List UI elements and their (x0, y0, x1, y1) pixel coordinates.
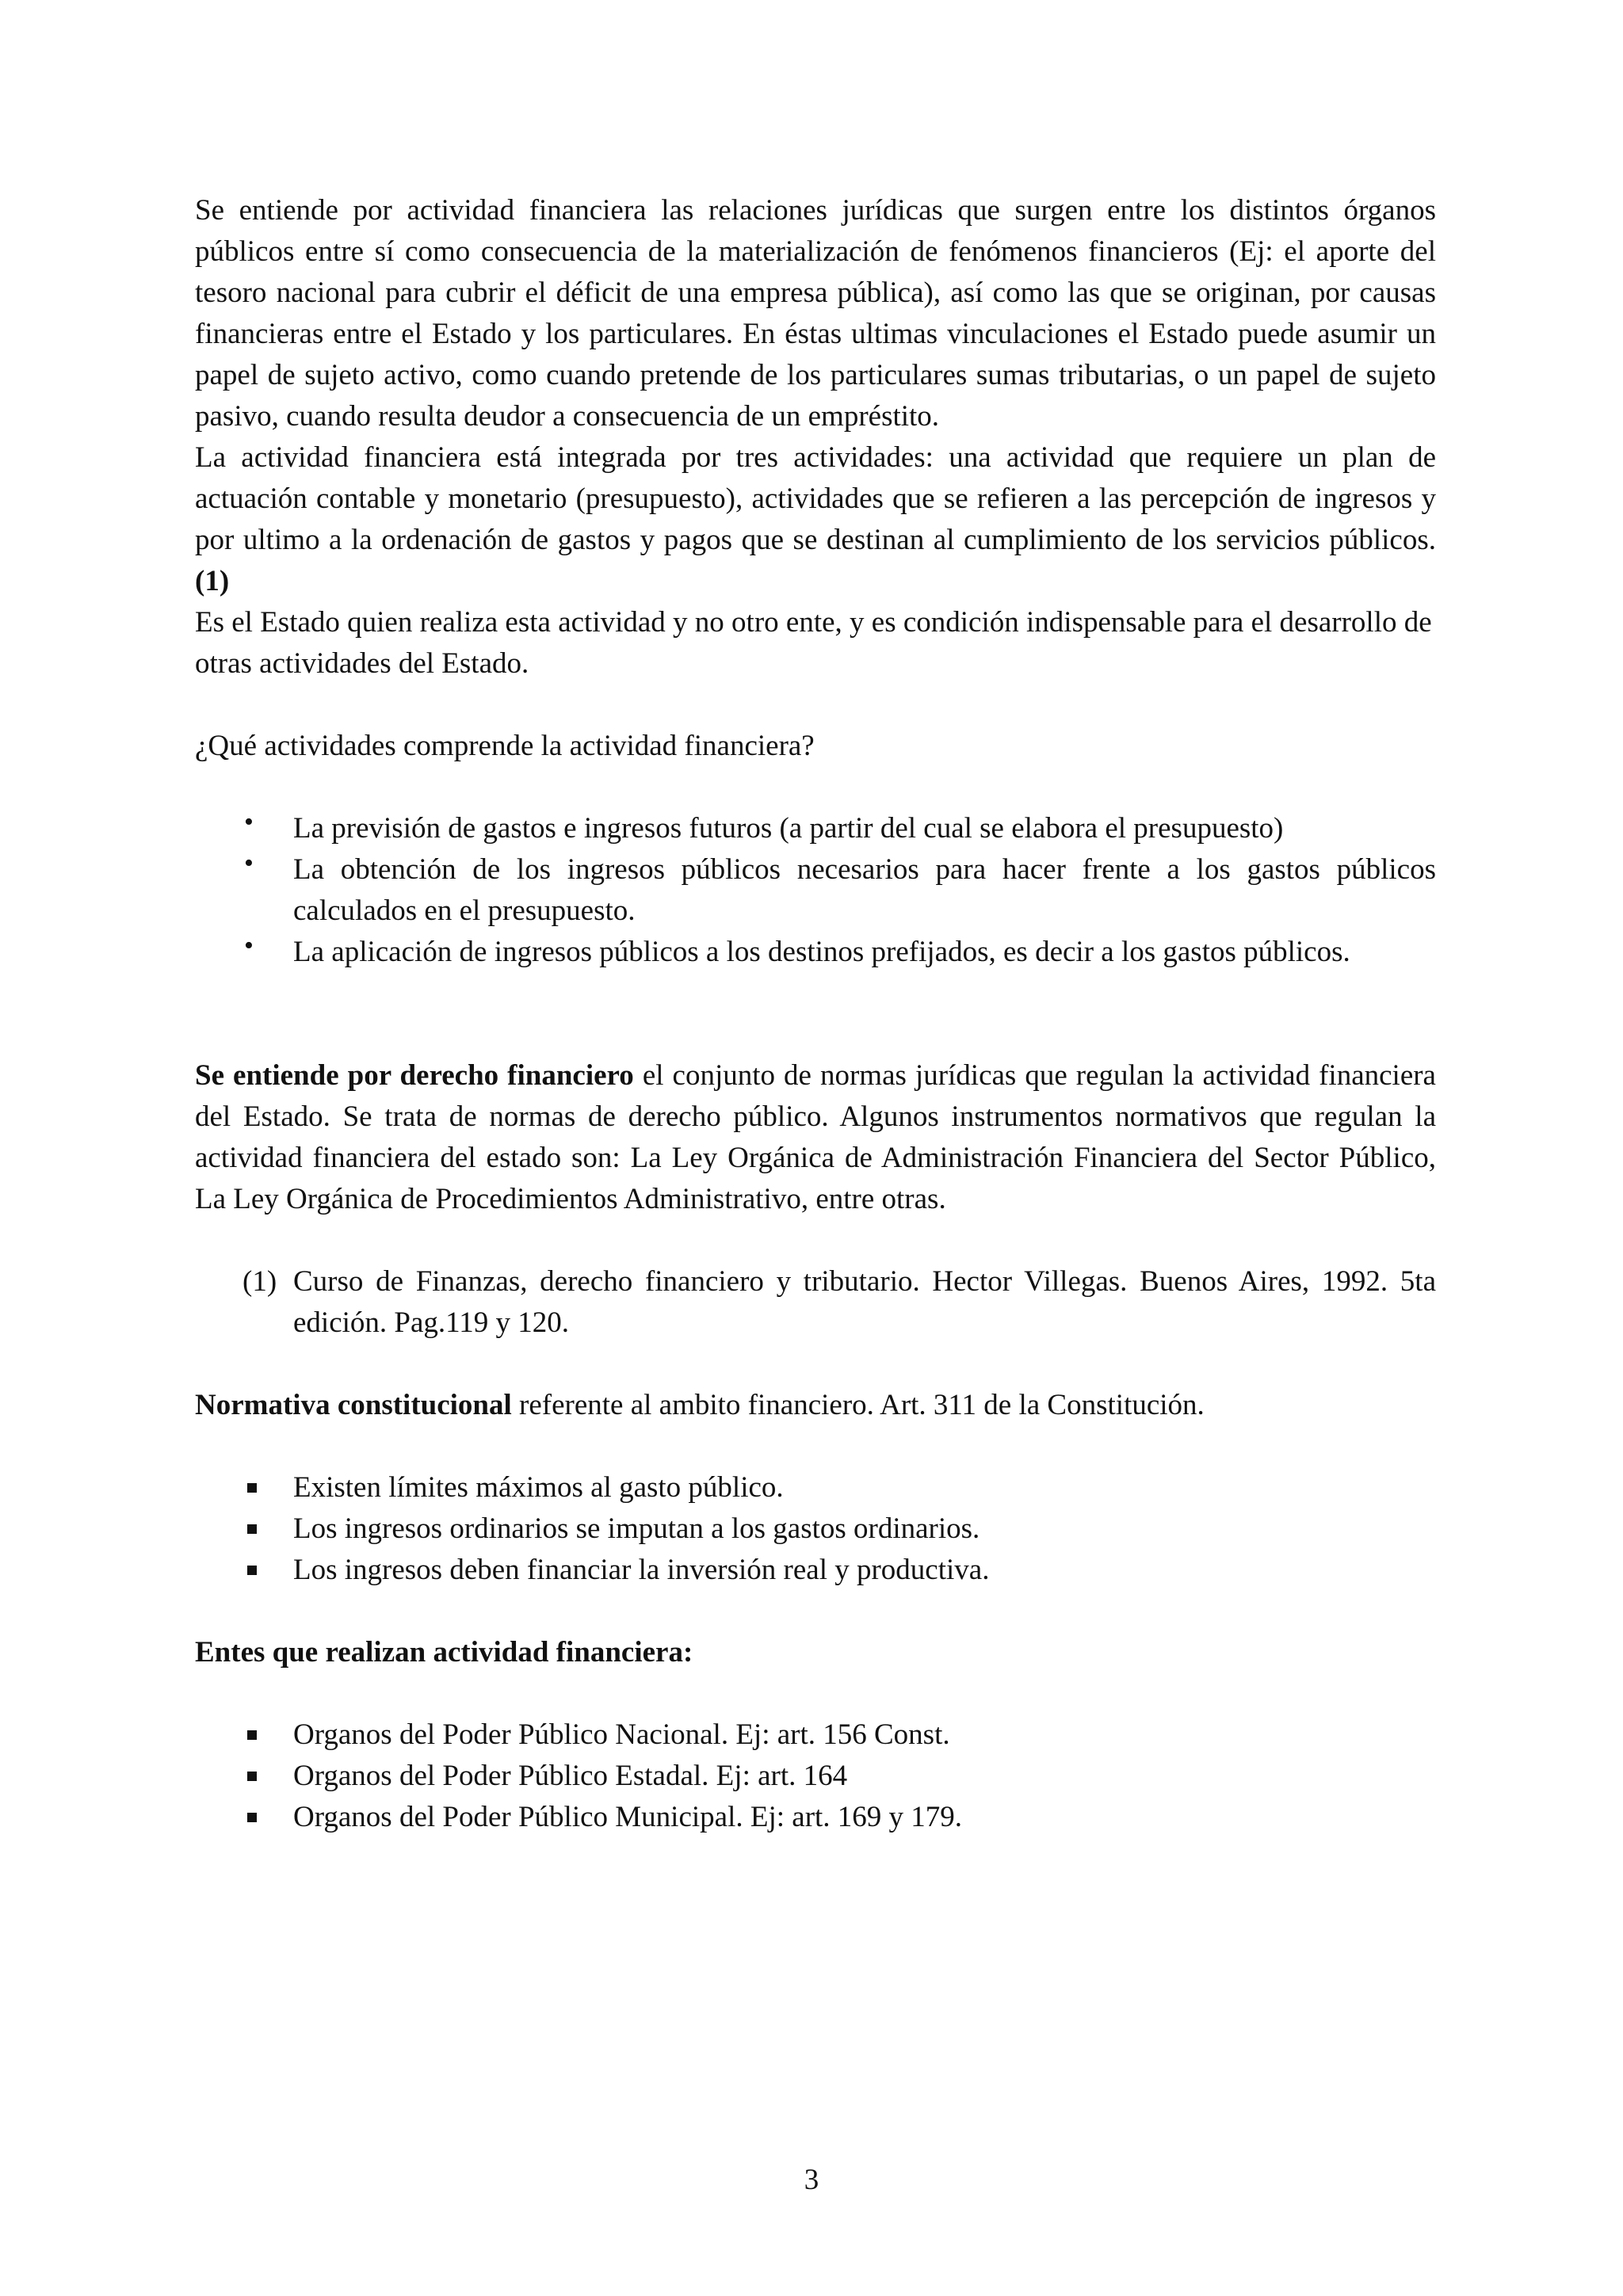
list-item-text: Organos del Poder Público Nacional. Ej: art. 156 Const. (293, 1718, 950, 1751)
intro-paragraph-2 (195, 437, 1436, 602)
reference-text: Curso de Finanzas, derecho financiero y tributario. Hector Villegas. Buenos Aires, 1992. 5ta edición. Pag.119 y 120. (293, 1265, 1436, 1339)
list-item (195, 932, 1436, 973)
reference-number: (1) (242, 1265, 277, 1298)
list-item-text: La previsión de gastos e ingresos futuros (a partir del cual se elabora el presupuesto) (293, 812, 1284, 845)
bullet-dot-icon: • (244, 849, 254, 878)
list-item (195, 1508, 1436, 1550)
bullet-dot-icon: • (244, 807, 254, 837)
list-item-text: Los ingresos ordinarios se imputan a los gastos ordinarios. (293, 1512, 980, 1545)
list-item-text: La aplicación de ingresos públicos a los destinos prefijados, es decir a los gastos públicos. (293, 936, 1350, 968)
normativa-bold: Normativa constitucional (195, 1389, 512, 1421)
derecho-bold: Se entiende por derecho financiero (195, 1059, 634, 1092)
document-body (195, 190, 1436, 1838)
bullet-square-icon (247, 1524, 257, 1534)
list-item (195, 1714, 1436, 1756)
bullet-square-icon (247, 1730, 257, 1740)
activities-list (195, 808, 1436, 973)
references-list (195, 1261, 1436, 1344)
list-item (195, 1756, 1436, 1797)
bullet-square-icon (247, 1772, 257, 1781)
bullet-square-icon (247, 1483, 257, 1493)
list-item (195, 808, 1436, 849)
list-item-text: Los ingresos deben financiar la inversión real y productiva. (293, 1554, 990, 1586)
entes-heading (195, 1632, 1436, 1673)
bullet-square-icon (247, 1566, 257, 1575)
entes-heading-text: Entes que realizan actividad financiera: (195, 1636, 693, 1669)
list-item-text: Organos del Poder Público Estadal. Ej: art. 164 (293, 1760, 848, 1792)
derecho-text: el conjunto de normas jurídicas que regulan la actividad financiera del Estado. Se trata de normas de derecho público. Algunos instrumentos normativos que regulan la actividad financiera del estado son: La Ley Orgánica de Administración Financiera del Sector Público, La Ley Orgánica de Procedimientos Administrativo, entre otras. (195, 1059, 1436, 1215)
list-item-text: La obtención de los ingresos públicos necesarios para hacer frente a los gastos públicos calculados en el presupuesto. (293, 853, 1436, 927)
intro-paragraph-1: Se entiende por actividad financiera las relaciones jurídicas que surgen entre los distintos órganos públicos entre sí como consecuencia de la materialización de fenómenos financieros (Ej: el aporte del tesoro nacional para cubrir el déficit de una empresa pública), así como las que se originan, por causas financieras entre el Estado y los particulares. En éstas ultimas vinculaciones el Estado puede asumir un papel de sujeto activo, como cuando pretende de los particulares sumas tributarias, o un papel de sujeto pasivo, cuando resulta deudor a consecuencia de un empréstito. (195, 194, 1436, 433)
list-item-text: Organos del Poder Público Municipal. Ej: art. 169 y 179. (293, 1801, 963, 1833)
entes-list (195, 1714, 1436, 1838)
normativa-list (195, 1467, 1436, 1591)
list-item (195, 1797, 1436, 1838)
page-number: 3 (804, 2164, 819, 2196)
list-item (195, 1550, 1436, 1591)
footnote-ref: (1) (195, 565, 230, 597)
list-item-text: Existen límites máximos al gasto público. (293, 1471, 784, 1504)
intro-paragraph-2-text: La actividad financiera está integrada por tres actividades: una actividad que requiere un plan de actuación contable y monetario (presupuesto), actividades que se refieren a las percepción de ingresos y por ultimo a la ordenación de gastos y pagos que se destinan al cumplimiento de los servicios públicos. (195, 441, 1436, 556)
derecho-paragraph (195, 1055, 1436, 1220)
reference-item (195, 1261, 1436, 1344)
intro-paragraph-3: Es el Estado quien realiza esta actividad y no otro ente, y es condición indispensable para el desarrollo de otras actividades del Estado. (195, 606, 1432, 680)
list-item (195, 1467, 1436, 1508)
list-item (195, 849, 1436, 932)
normativa-paragraph (195, 1385, 1436, 1426)
question-heading: ¿Qué actividades comprende la actividad financiera? (195, 730, 815, 762)
normativa-text: referente al ambito financiero. Art. 311 de la Constitución. (511, 1389, 1205, 1421)
bullet-dot-icon: • (244, 931, 254, 960)
bullet-square-icon (247, 1813, 257, 1822)
